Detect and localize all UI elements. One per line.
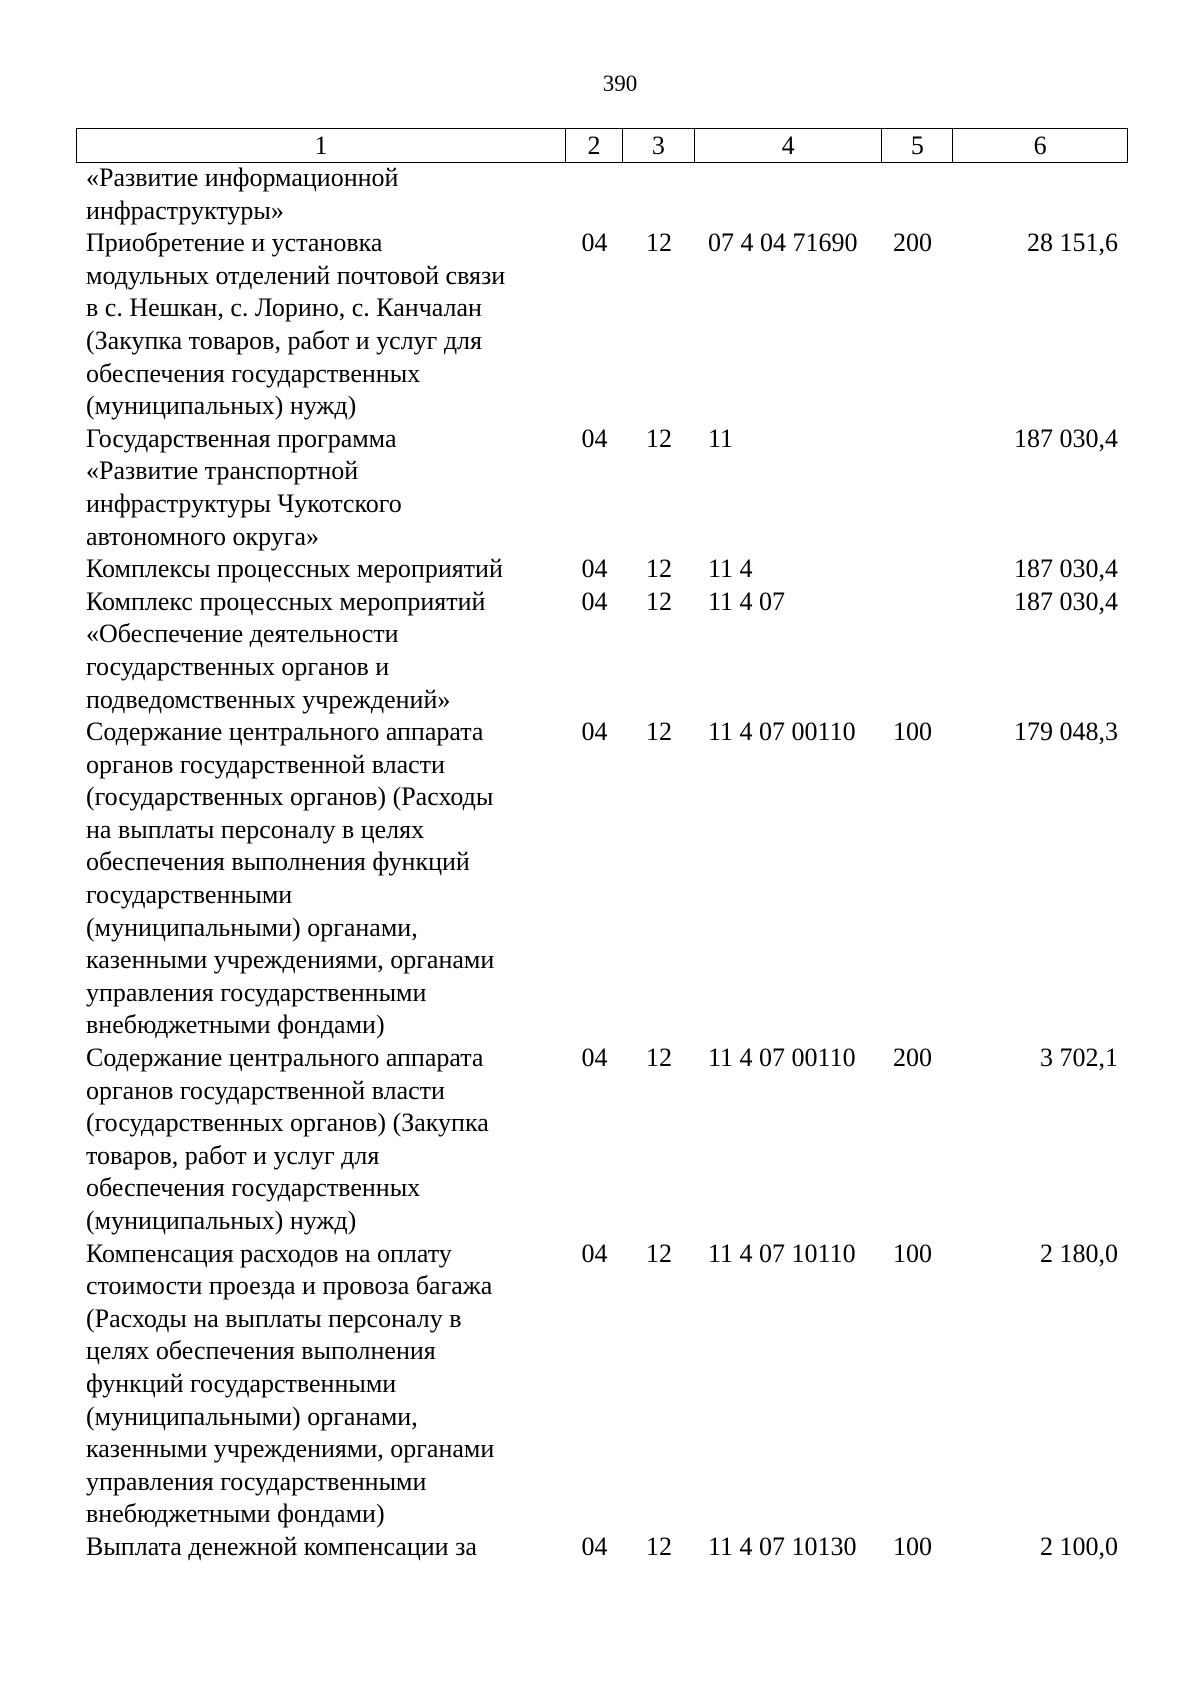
row-name: Содержание центрального аппарата органов государственной власти (государственных органов) (Закупка товаров, работ и услуг для обеспечения государственных (муниципальных) нужд)	[86, 1043, 489, 1235]
table-row	[76, 423, 1128, 553]
table-row	[76, 1531, 1128, 1564]
row-section: 04	[581, 228, 608, 258]
row-section: 04	[581, 1238, 608, 1268]
table-row	[76, 227, 1128, 423]
row-name: Государственная программа «Развитие транспортной инфраструктуры Чукотского автономного округа»	[86, 423, 402, 551]
table-row	[76, 716, 1128, 1042]
row-amount: 179 048,3	[1014, 717, 1118, 747]
row-expense-type	[883, 553, 954, 586]
row-expense-type	[883, 162, 954, 227]
row-expense-type: 200	[893, 228, 932, 258]
row-target-code: 11	[708, 423, 734, 453]
row-amount: 187 030,4	[1014, 423, 1118, 453]
header-col-6: 6	[1033, 131, 1047, 160]
row-name: Комплексы процессных мероприятий	[86, 554, 503, 584]
table-header	[76, 128, 1128, 163]
row-section	[566, 162, 623, 227]
row-target-code: 11 4 07 00110	[708, 717, 856, 747]
table-row	[76, 586, 1128, 716]
row-name: «Развитие информационной инфраструктуры»	[86, 163, 399, 225]
row-amount: 2 100,0	[1040, 1531, 1118, 1561]
header-col-5: 5	[882, 129, 953, 162]
table-row	[76, 553, 1128, 586]
row-expense-type: 100	[893, 717, 932, 747]
row-amount: 2 180,0	[1040, 1238, 1118, 1268]
row-target-code: 07 4 04 71690	[708, 228, 858, 258]
table-row	[76, 162, 1128, 227]
row-subsection: 12	[646, 228, 672, 258]
row-target-code	[695, 162, 883, 227]
row-name: Выплата денежной компенсации за	[86, 1531, 477, 1561]
row-name: Содержание центрального аппарата органов государственной власти (государственных органов) (Расходы на выплаты персоналу в целях обеспечения выполнения функций государственными (муниципальными) органами, казенными учреждениями, органами управления государственными внебюджетными фондами)	[86, 717, 495, 1040]
row-subsection: 12	[646, 1043, 672, 1073]
row-subsection: 12	[646, 1531, 672, 1561]
row-subsection: 12	[646, 1238, 672, 1268]
row-section: 04	[581, 423, 608, 453]
table-row	[76, 1042, 1128, 1238]
header-col-4: 4	[695, 129, 883, 162]
row-amount: 187 030,4	[1014, 586, 1118, 616]
row-expense-type: 100	[893, 1531, 932, 1561]
header-col-2: 2	[566, 129, 623, 162]
row-amount: 28 151,6	[1027, 228, 1118, 258]
row-name: Комплекс процессных мероприятий «Обеспечение деятельности государственных органов и подведомственных учреждений»	[86, 586, 486, 714]
row-expense-type	[883, 586, 954, 716]
row-amount: 3 702,1	[1040, 1043, 1118, 1073]
row-subsection	[623, 162, 695, 227]
header-col-1: 1	[77, 129, 566, 162]
row-subsection: 12	[646, 423, 672, 453]
row-section: 04	[581, 554, 608, 584]
row-section: 04	[581, 1043, 608, 1073]
row-expense-type	[883, 423, 954, 553]
row-amount: 187 030,4	[1014, 554, 1118, 584]
row-subsection: 12	[646, 554, 672, 584]
table-body	[76, 162, 1128, 1564]
row-expense-type: 100	[893, 1238, 932, 1268]
row-subsection: 12	[646, 717, 672, 747]
table-row	[76, 1238, 1128, 1531]
page-number: 390	[602, 71, 638, 96]
row-target-code: 11 4 07 00110	[708, 1043, 856, 1073]
row-section: 04	[581, 1531, 608, 1561]
row-section: 04	[581, 586, 608, 616]
row-section: 04	[581, 717, 608, 747]
row-expense-type: 200	[893, 1043, 932, 1073]
row-target-code: 11 4	[708, 554, 753, 584]
row-name: Компенсация расходов на оплату стоимости проезда и провоза багажа (Расходы на выплаты персоналу в целях обеспечения выполнения функций государственными (муниципальными) органами, казенными учреждениями, органами управления государственными внебюджетными фондами)	[86, 1238, 495, 1529]
header-col-3: 3	[623, 129, 695, 162]
row-subsection: 12	[646, 586, 672, 616]
row-target-code: 11 4 07 10130	[708, 1531, 857, 1561]
row-amount	[954, 162, 1128, 227]
row-target-code: 11 4 07 10110	[708, 1238, 856, 1268]
row-name: Приобретение и установка модульных отделений почтовой связи в с. Нешкан, с. Лорино, с. Канчалан (Закупка товаров, работ и услуг для обеспечения государственных (муниципальных) нужд)	[86, 228, 506, 421]
row-target-code: 11 4 07	[708, 586, 786, 616]
